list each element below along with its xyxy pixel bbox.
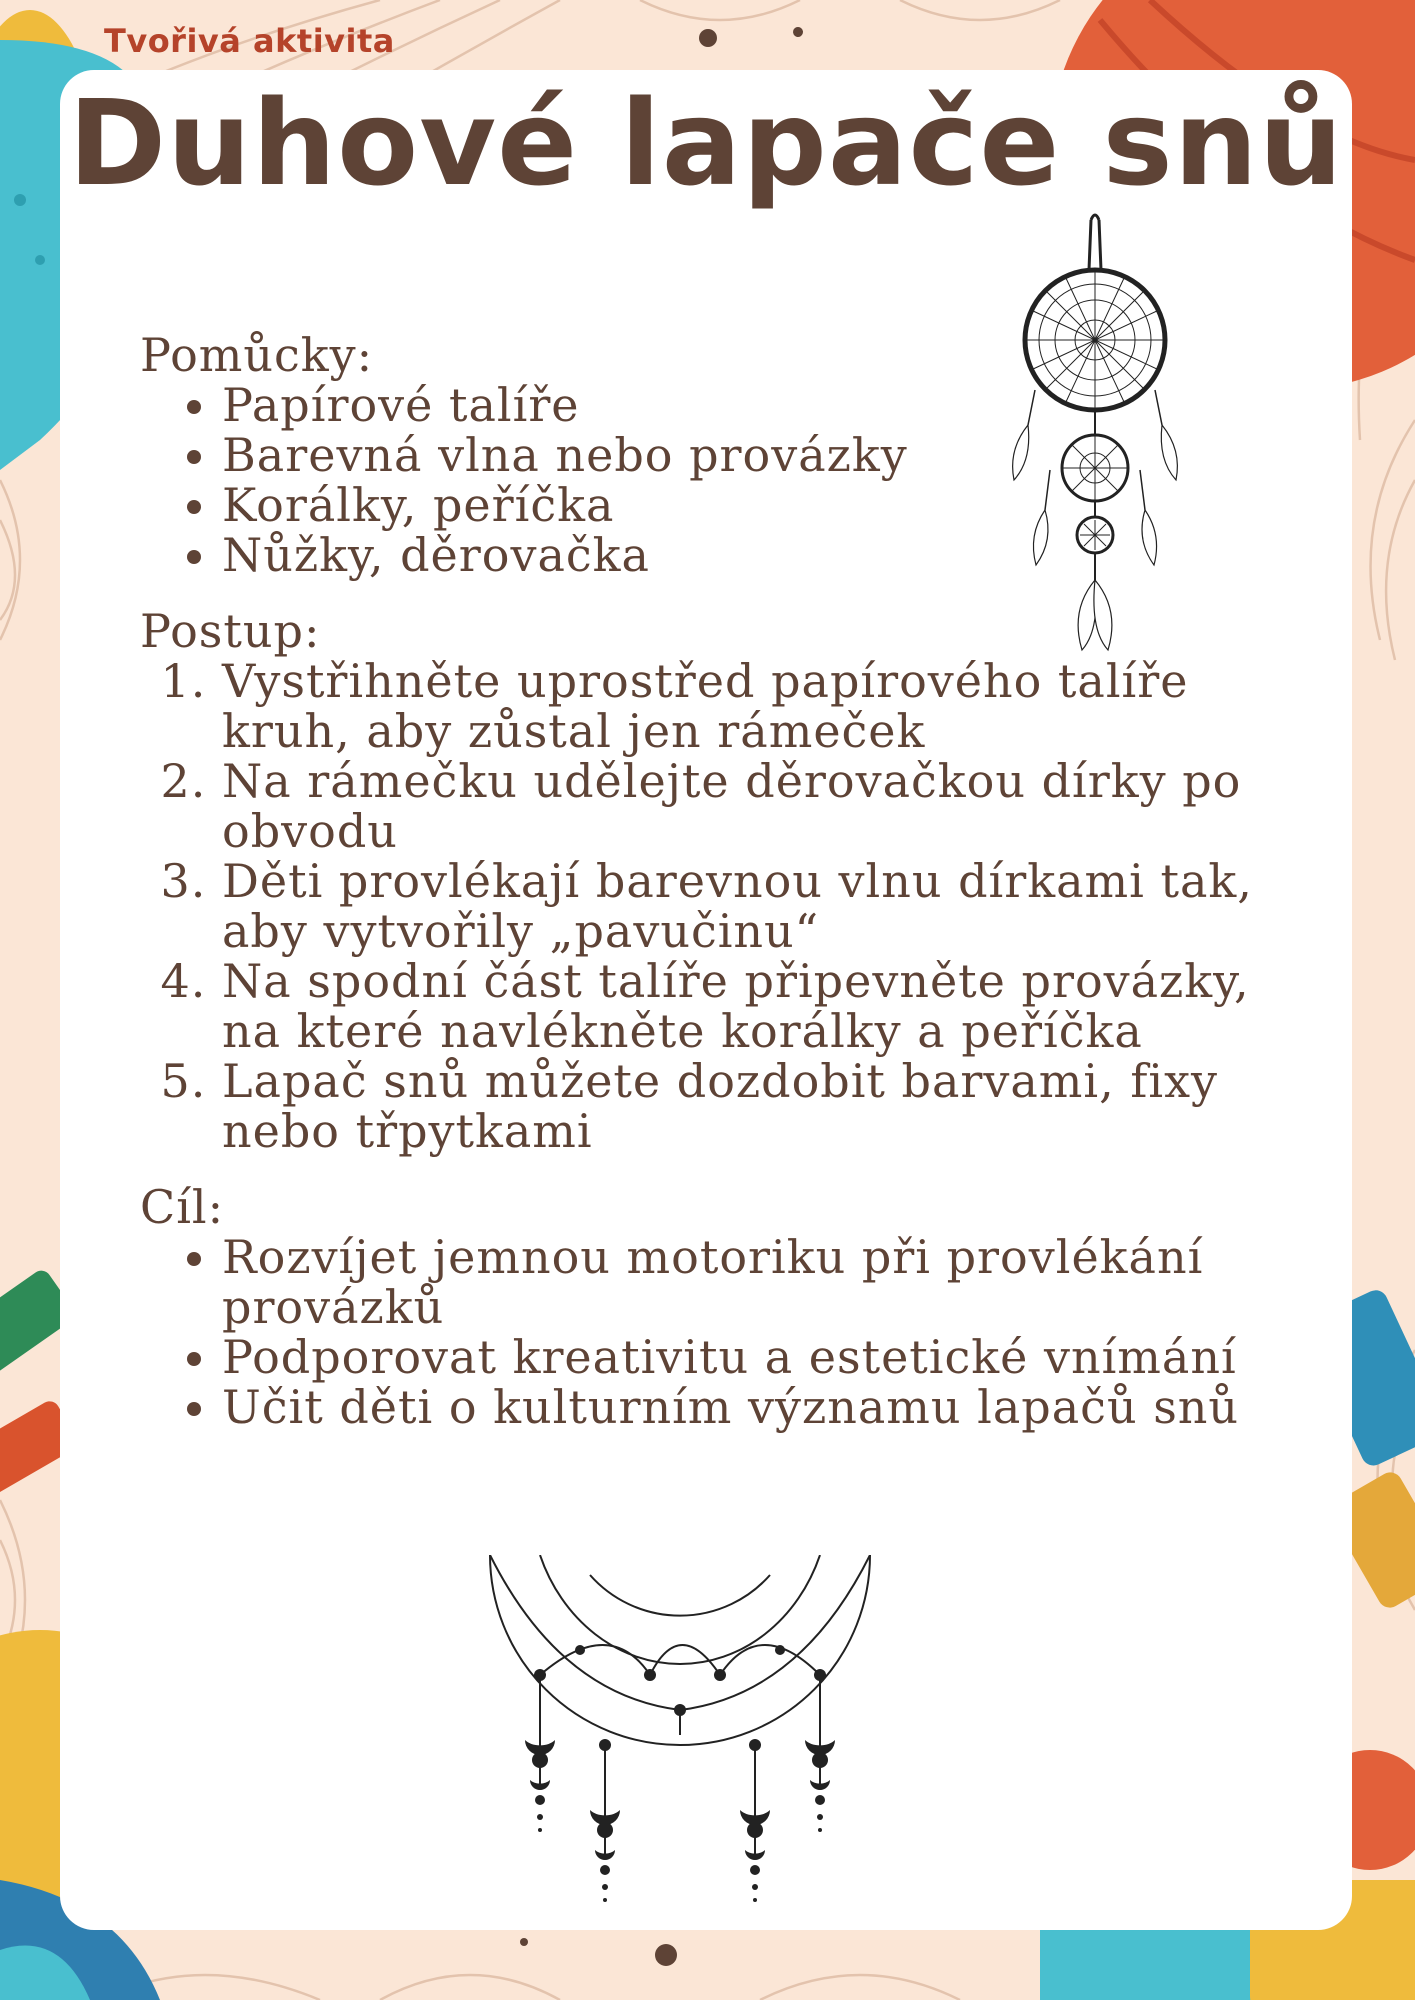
activity-content — [140, 330, 1270, 1458]
list-item: 5. Lapač snů můžete dozdobit barvami, fixy nebo třpytkami — [222, 1056, 1270, 1156]
goals-list — [140, 1232, 1270, 1432]
list-item: 3. Děti provlékají barevnou vlnu dírkami tak, aby vytvořily „pavučinu“ — [222, 856, 1270, 956]
supplies-section — [140, 330, 1270, 580]
page-title: Duhové lapače snů — [68, 74, 1344, 212]
list-item: • Barevná vlna nebo provázky — [222, 430, 1270, 480]
list-item: • Rozvíjet jemnou motoriku při provlékání provázků — [222, 1232, 1270, 1332]
goals-heading: Cíl: — [140, 1180, 225, 1234]
steps-section — [140, 606, 1270, 1156]
list-item: 1. Vystřihněte uprostřed papírového talíře kruh, aby zůstal jen rámeček — [222, 656, 1270, 756]
dreamcatcher-ornament-icon — [480, 1555, 880, 1915]
steps-list — [140, 656, 1270, 1156]
supplies-heading: Pomůcky: — [140, 328, 374, 382]
list-item: • Papírové talíře — [222, 380, 1270, 430]
list-item: • Korálky, peříčka — [222, 480, 1270, 530]
steps-heading: Postup: — [140, 604, 321, 658]
list-item: 4. Na spodní část talíře připevněte provázky, na které navlékněte korálky a peříčka — [222, 956, 1270, 1056]
goals-section — [140, 1182, 1270, 1432]
supplies-list — [140, 380, 1270, 580]
list-item: • Učit děti o kulturním významu lapačů snů — [222, 1382, 1270, 1432]
list-item: • Podporovat kreativitu a estetické vnímání — [222, 1332, 1270, 1382]
list-item: • Nůžky, děrovačka — [222, 530, 1270, 580]
category-tag: Tvořivá aktivita — [104, 22, 395, 60]
list-item: 2. Na rámečku udělejte děrovačkou dírky po obvodu — [222, 756, 1270, 856]
